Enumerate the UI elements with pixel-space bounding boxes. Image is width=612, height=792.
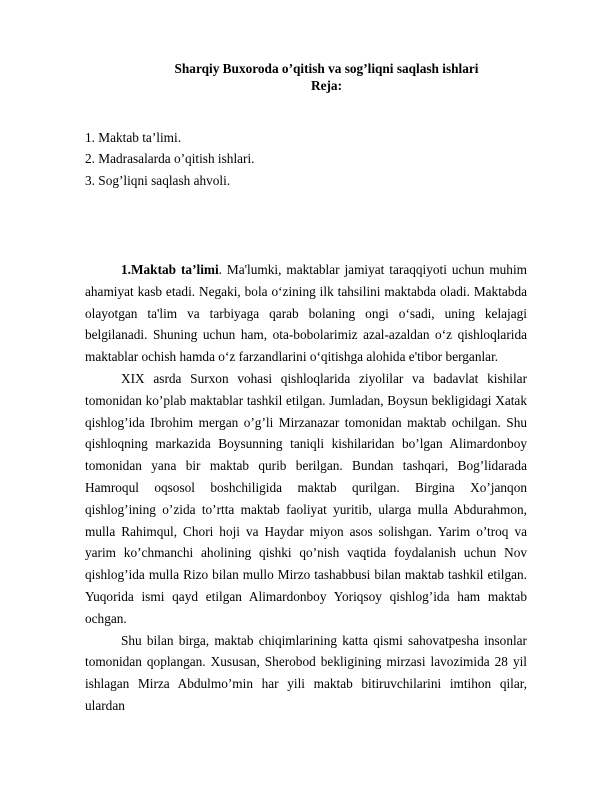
paragraph-1 <box>85 259 527 368</box>
paragraph-2: XIX asrda Surxon vohasi qishloqlarida ziyolilar va badavlat kishilar tomonidan ko’plab maktablar tashkil etilgan. Jumladan, Boysun bekligidagi Xatak qishlog’ida Ibrohim mergan o’g’li Mirzanazar tomonidan maktab ochilgan. Shu qishloqning markazida Boysunning taniqli kishilaridan bo’lgan Alimardonboy tomonidan yana bir maktab qurib berilgan. Bundan tashqari, Bog’lidarada Hamroqul oqsosol boshchiligida maktab qurilgan. Birgina Xo’janqon qishlog’ining o’zida to’rtta maktab faoliyat yuritib, ularga mulla Abdurahmon, mulla Rahimqul, Chori hoji va Haydar miyon asos solishgan. Yarim o’troq va yarim ko’chmanchi aholining qishki qo’nish vaqtida foydalanish uchun Nov qishlog’ida mulla Rizo bilan mullo Mirzo tashabbusi bilan maktab tashkil etilgan. Yuqorida ismi qayd etilgan Alimardonboy Yoriqsoy qishlog’ida ham maktab ochgan. <box>85 370 527 626</box>
plan-item: 3. Sog’liqni saqlash ahvoli. <box>85 172 231 188</box>
document-title: Sharqiy Buxoroda o’qitish va sog’liqni saqlash ishlari <box>174 61 479 76</box>
body-text <box>85 259 527 717</box>
plan-heading: Reja: <box>310 78 342 93</box>
section-heading: 1.Maktab ta’limi <box>121 262 219 277</box>
plan-item: 2. Madrasalarda o’qitish ishlari. <box>85 151 255 167</box>
paragraph-1-text: . Ma'lumki, maktablar jamiyat taraqqiyoti uchun muhim ahamiyat kasb etadi. Negaki, bola o‘zining ilk tahsilini maktabda oladi. Maktabda olayotgan ta'lim va tarbiyaga qarab bolaning ongi o‘sadi, uning kelajagi belgilanadi. Shuning uchun ham, ota-bobolarimiz azal-azaldan o‘z qishloqlarida maktablar ochish hamda o‘z farzandlarini o‘qitishga alohida e'tibor berganlar. <box>85 262 527 365</box>
paragraph-3: Shu bilan birga, maktab chiqimlarining katta qismi sahovatpesha insonlar tomonidan qoplangan. Xususan, Sherobod bekligining mirzasi lavozimida 28 yil ishlagan Mirza Abdulmo’min har yili maktab bitiruvchilarini imtihon qilar, ulardan <box>85 632 527 713</box>
plan-item: 1. Maktab ta’limi. <box>85 130 182 145</box>
plan-list <box>85 127 255 191</box>
